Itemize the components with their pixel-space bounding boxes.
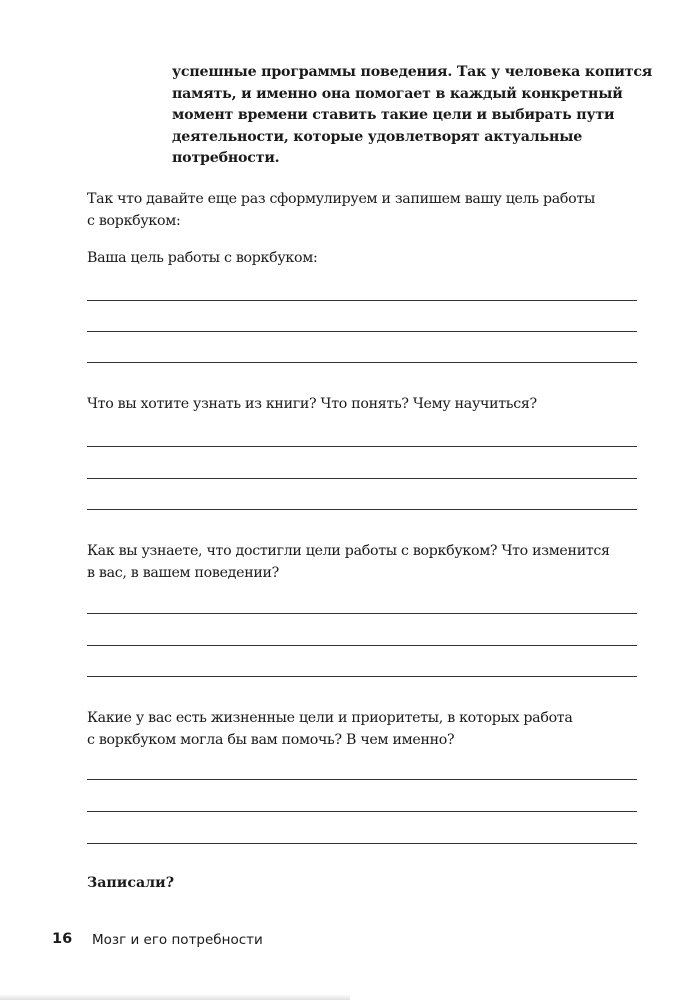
page-number: 16 xyxy=(52,931,73,947)
question-4 xyxy=(87,707,573,751)
question-1 xyxy=(87,247,317,269)
prompt-line: с воркбуком: xyxy=(87,213,181,229)
answer-line[interactable] xyxy=(87,446,637,447)
intro-line: деятельности, которые удовлетворят актуальные xyxy=(172,128,583,145)
page-edge-shadow xyxy=(0,995,350,1000)
question-text: в вас, в вашем поведении? xyxy=(87,565,279,581)
answer-line[interactable] xyxy=(87,613,637,614)
answer-line[interactable] xyxy=(87,478,637,479)
question-2 xyxy=(87,393,537,415)
question-text: Что вы хотите узнать из книги? Что понять? Чему научиться? xyxy=(87,396,537,412)
intro-line: потребности. xyxy=(172,150,280,166)
answer-line[interactable] xyxy=(87,843,637,844)
answer-line[interactable] xyxy=(87,645,637,646)
intro-line: успешные программы поведения. Так у человека копится xyxy=(172,64,653,80)
question-text: Ваша цель работы с воркбуком: xyxy=(87,250,318,266)
question-text: с воркбуком могла бы вам помочь? В чем именно? xyxy=(87,732,455,748)
answer-line[interactable] xyxy=(87,362,637,363)
question-3 xyxy=(87,540,610,584)
question-text: Как вы узнаете, что достигли цели работы с воркбуком? Что изменится xyxy=(87,543,610,559)
prompt-line: Так что давайте еще раз сформулируем и запишем вашу цель работы xyxy=(87,191,595,207)
intro-line: момент времени ставить такие цели и выбирать пути xyxy=(172,107,615,123)
answer-line[interactable] xyxy=(87,779,637,780)
answer-line[interactable] xyxy=(87,676,637,677)
answer-line[interactable] xyxy=(87,300,637,301)
prompt-paragraph xyxy=(87,188,595,232)
intro-paragraph xyxy=(172,62,653,170)
chapter-title: Мозг и его потребности xyxy=(92,932,263,948)
question-text: Какие у вас есть жизненные цели и приоритеты, в которых работа xyxy=(87,710,573,726)
closing-question: Записали? xyxy=(87,875,175,891)
intro-line: память, и именно она помогает в каждый конкретный xyxy=(172,85,623,102)
answer-line[interactable] xyxy=(87,509,637,510)
answer-line[interactable] xyxy=(87,331,637,332)
answer-line[interactable] xyxy=(87,811,637,812)
